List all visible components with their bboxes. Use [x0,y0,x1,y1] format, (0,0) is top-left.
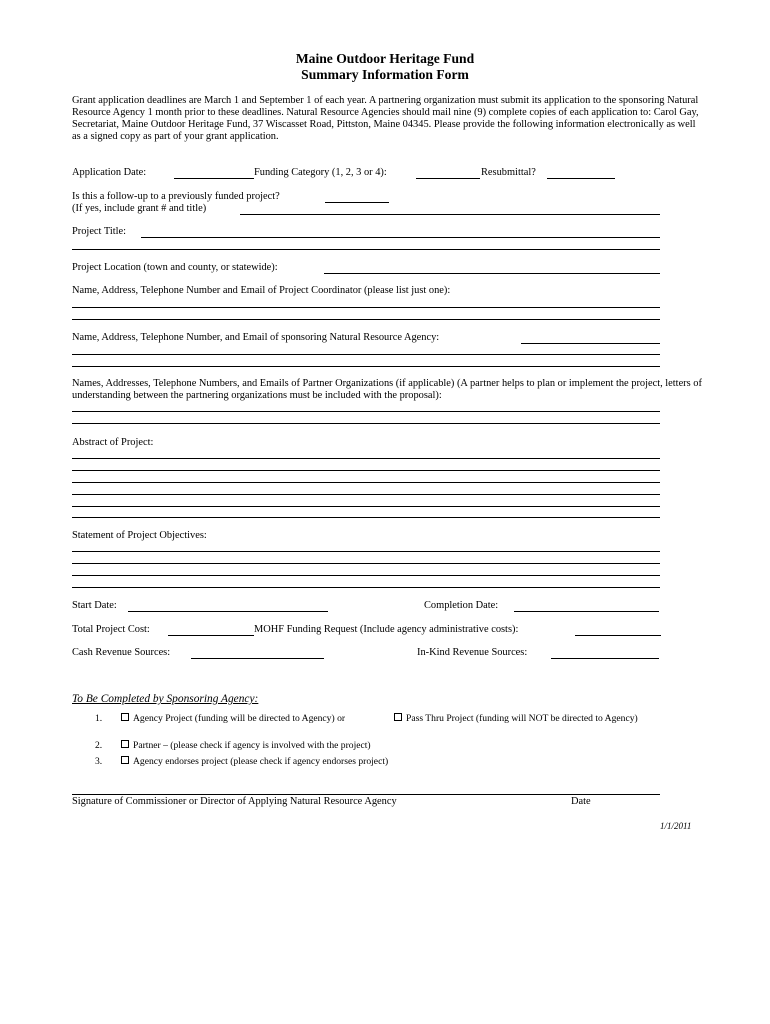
mohf-request-label: MOHF Funding Request (Include agency administrative costs): [254,624,519,635]
funding-category-label: Funding Category (1, 2, 3 or 4): [254,167,387,178]
endorse-checkbox[interactable] [121,756,129,764]
abstract-line[interactable] [72,482,660,483]
sponsoring-agency-field-line3[interactable] [72,366,660,367]
funding-category-field[interactable] [416,178,480,179]
abstract-line[interactable] [72,458,660,459]
project-location-field[interactable] [324,273,660,274]
resubmittal-field[interactable] [547,178,615,179]
application-date-field[interactable] [174,178,254,179]
sponsoring-agency-label: Name, Address, Telephone Number, and Email of sponsoring Natural Resource Agency: [72,332,440,343]
follow-up-field[interactable] [325,202,389,203]
pass-thru-label: Pass Thru Project (funding will NOT be directed to Agency) [406,713,638,724]
item-number: 2. [95,740,103,751]
abstract-line[interactable] [72,517,660,518]
signature-label: Signature of Commissioner or Director of Applying Natural Resource Agency [72,796,397,807]
application-date-label: Application Date: [72,167,147,178]
abstract-line[interactable] [72,470,660,471]
objectives-line[interactable] [72,587,660,588]
objectives-line[interactable] [72,551,660,552]
completion-date-label: Completion Date: [424,600,499,611]
pass-thru-checkbox[interactable] [394,713,402,721]
intro-paragraph: Grant application deadlines are March 1 and September 1 of each year. A partnering organization must submit its application to the sponsoring Natural Resource Agency 1 month prior to these deadlines. Natural Resource Agencies should mail nine (9) complete copies of each application to: Carol Gay, Secretariat, Maine Outdoor Heritage Fund, 37 Wiscasset Road, Pittston, Maine 04345. Please provide the following information electronically as well as a signed copy as part of your grant application. [72,95,699,142]
pass-thru-option [394,713,638,725]
objectives-label: Statement of Project Objectives: [72,530,207,541]
endorse-option [121,756,388,768]
coordinator-field-line2[interactable] [72,319,660,320]
sponsoring-agency-field[interactable] [521,343,660,344]
objectives-line[interactable] [72,575,660,576]
sponsor-section-heading: To Be Completed by Sponsoring Agency: [72,693,259,705]
resubmittal-label: Resubmittal? [481,167,536,178]
follow-up-label: Is this a follow-up to a previously funded project? [72,191,280,202]
agency-project-option [121,713,345,725]
partner-option [121,740,371,752]
sponsoring-agency-field-line2[interactable] [72,354,660,355]
abstract-line[interactable] [72,506,660,507]
inkind-revenue-field[interactable] [551,658,659,659]
if-yes-label: (If yes, include grant # and title) [72,203,207,214]
revision-date: 1/1/2011 [660,821,692,831]
abstract-line[interactable] [72,494,660,495]
objectives-line[interactable] [72,563,660,564]
project-location-label: Project Location (town and county, or statewide): [72,262,278,273]
project-title-label: Project Title: [72,226,126,237]
partners-label: Names, Addresses, Telephone Numbers, and Emails of Partner Organizations (if applicable) (A partner helps to plan or implement the project, letters of understanding between the partnering organizations must be included with the proposal): [72,378,702,401]
start-date-field[interactable] [128,611,328,612]
partner-checkbox[interactable] [121,740,129,748]
item-number: 3. [95,756,103,767]
abstract-label: Abstract of Project: [72,437,154,448]
inkind-revenue-label: In-Kind Revenue Sources: [417,647,528,658]
date-label: Date [571,796,591,807]
partners-field-line1[interactable] [72,411,660,412]
cash-revenue-field[interactable] [191,658,324,659]
project-title-field[interactable] [141,237,660,238]
item-number: 1. [95,713,103,724]
grant-title-field[interactable] [240,214,660,215]
endorse-label: Agency endorses project (please check if agency endorses project) [133,756,389,767]
form-subtitle: Summary Information Form [301,67,469,82]
coordinator-field-line1[interactable] [72,307,660,308]
total-cost-label: Total Project Cost: [72,624,150,635]
cash-revenue-label: Cash Revenue Sources: [72,647,171,658]
coordinator-label: Name, Address, Telephone Number and Email of Project Coordinator (please list just one): [72,285,451,296]
partner-label: Partner – (please check if agency is involved with the project) [133,740,371,751]
agency-project-label: Agency Project (funding will be directed to Agency) or [133,713,346,724]
agency-project-checkbox[interactable] [121,713,129,721]
mohf-request-field[interactable] [575,635,661,636]
partners-field-line2[interactable] [72,423,660,424]
signature-line[interactable] [72,794,660,795]
total-cost-field[interactable] [168,635,254,636]
project-title-field-line2[interactable] [72,249,660,250]
completion-date-field[interactable] [514,611,659,612]
form-title: Maine Outdoor Heritage Fund [295,51,475,66]
start-date-label: Start Date: [72,600,117,611]
